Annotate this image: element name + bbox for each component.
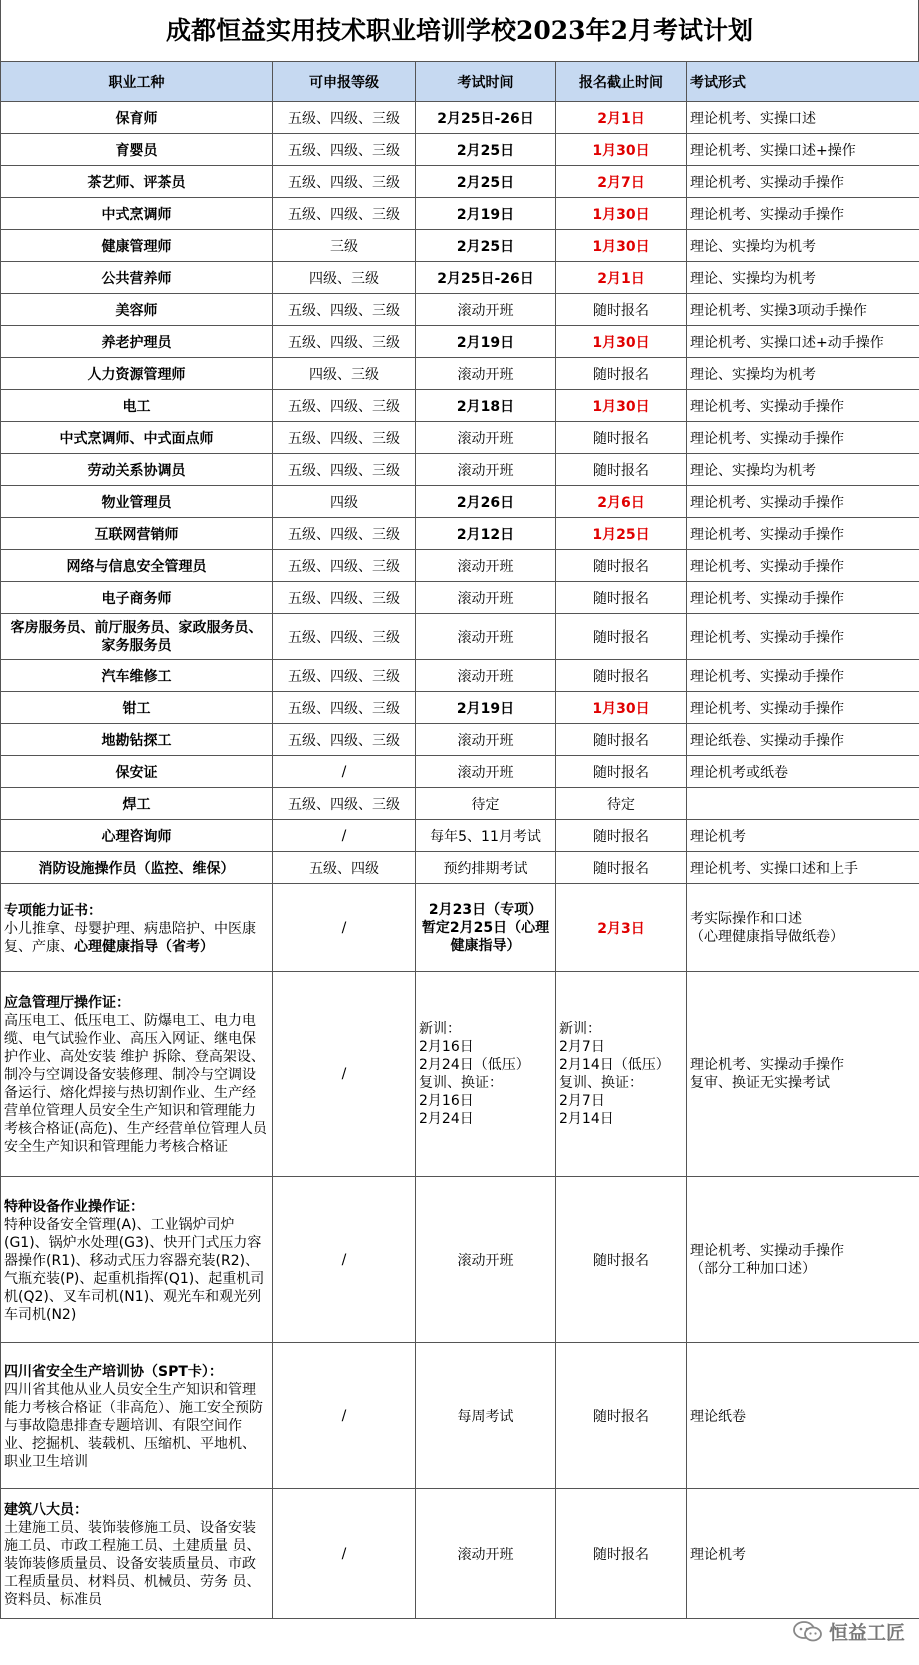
deadline-cell: 随时报名 [556, 582, 687, 614]
exam-time-cell: 2月19日 [416, 326, 556, 358]
header-form: 考试形式 [687, 62, 919, 102]
level-cell: 五级、四级、三级 [273, 582, 416, 614]
table-header-row [1, 62, 919, 102]
job-cell: 网络与信息安全管理员 [1, 550, 273, 582]
spt-level: / [273, 1343, 416, 1489]
deadline-cell: 随时报名 [556, 550, 687, 582]
job-cell: 公共营养师 [1, 262, 273, 294]
form-cell: 理论、实操均为机考 [687, 358, 919, 390]
job-cell: 养老护理员 [1, 326, 273, 358]
table-row [1, 692, 919, 724]
exam-time-cell: 2月25日 [416, 230, 556, 262]
emergency-cert-head: 应急管理厅操作证： [4, 995, 130, 1011]
level-cell: / [273, 756, 416, 788]
job-cell: 消防设施操作员（监控、维保） [1, 852, 273, 884]
table-row [1, 166, 919, 198]
form-cell: 理论机考、实操动手操作 [687, 518, 919, 550]
construction-cert-body: 土建施工员、装饰装修施工员、设备安装施工员、市政工程施工员、土建质量 员、装饰装修质量员、设备安装质量员、市政工程质量员、材料员、机械员、劳务 员、资料员、标准员 [4, 1519, 261, 1608]
table-row [1, 358, 919, 390]
spt-cert-head: 四川省安全生产培训协（SPT卡）： [4, 1363, 223, 1380]
form-cell: 理论、实操均为机考 [687, 454, 919, 486]
header-exam-time: 考试时间 [416, 62, 556, 102]
emergency-cert-cell [1, 972, 273, 1177]
table-row [1, 852, 919, 884]
table-row [1, 230, 919, 262]
job-cell: 保安证 [1, 756, 273, 788]
table-body [1, 102, 919, 884]
page-title: 成都恒益实用技术职业培训学校2023年2月考试计划 [0, 0, 919, 61]
equipment-cert-cell [1, 1177, 273, 1343]
level-cell: 五级、四级、三级 [273, 660, 416, 692]
equipment-level: / [273, 1177, 416, 1343]
level-cell: 五级、四级、三级 [273, 454, 416, 486]
exam-time-cell: 2月26日 [416, 486, 556, 518]
wechat-icon [793, 1621, 823, 1643]
job-cell: 地勘钻探工 [1, 724, 273, 756]
job-cell: 电子商务师 [1, 582, 273, 614]
deadline-cell: 2月1日 [556, 102, 687, 134]
special-cert-body: 小儿推拿、母婴护理、病患陪护、中医康复、产康、 [4, 920, 256, 955]
exam-time-cell: 2月25日 [416, 166, 556, 198]
special-level: / [273, 884, 416, 972]
table-row [1, 262, 919, 294]
equipment-time: 滚动开班 [416, 1177, 556, 1343]
level-cell: 五级、四级、三级 [273, 724, 416, 756]
watermark [793, 1618, 905, 1645]
table-row-special [1, 884, 919, 972]
form-cell: 理论机考 [687, 820, 919, 852]
level-cell: 五级、四级 [273, 852, 416, 884]
level-cell: 五级、四级、三级 [273, 102, 416, 134]
exam-time-cell: 每年5、11月考试 [416, 820, 556, 852]
emergency-cert-body: 高压电工、低压电工、防爆电工、电力电缆、电气试验作业、高压入网证、继电保护作业、高处安装 维护 拆除、登高架设、制冷与空调设备安装修理、制冷与空调设备运行、熔化焊接与热切割作业、生产经营单位管理人员安全生产知识和管理能力考核合格证(高危)、生产经营单位管理人员安全生产知识和管理能力考核合格证 [4, 1013, 267, 1155]
level-cell: 五级、四级、三级 [273, 390, 416, 422]
table-row [1, 454, 919, 486]
level-cell: 五级、四级、三级 [273, 422, 416, 454]
form-cell: 理论、实操均为机考 [687, 262, 919, 294]
job-cell: 钳工 [1, 692, 273, 724]
table-row [1, 390, 919, 422]
header-deadline: 报名截止时间 [556, 62, 687, 102]
spt-time: 每周考试 [416, 1343, 556, 1489]
exam-time-cell: 2月25日-26日 [416, 262, 556, 294]
job-cell: 人力资源管理师 [1, 358, 273, 390]
exam-time-cell: 滚动开班 [416, 550, 556, 582]
exam-time-cell: 滚动开班 [416, 582, 556, 614]
deadline-cell: 随时报名 [556, 820, 687, 852]
job-cell: 焊工 [1, 788, 273, 820]
table-row-equipment [1, 1177, 919, 1343]
level-cell: 五级、四级、三级 [273, 134, 416, 166]
table-row-spt [1, 1343, 919, 1489]
emergency-level: / [273, 972, 416, 1177]
level-cell: 五级、四级、三级 [273, 614, 416, 660]
exam-time-cell: 滚动开班 [416, 724, 556, 756]
table-row [1, 326, 919, 358]
deadline-cell: 随时报名 [556, 852, 687, 884]
deadline-cell: 2月6日 [556, 486, 687, 518]
exam-time-cell: 2月25日 [416, 134, 556, 166]
equipment-form: 理论机考、实操动手操作 （部分工种加口述） [687, 1177, 919, 1343]
job-cell: 物业管理员 [1, 486, 273, 518]
deadline-cell: 随时报名 [556, 660, 687, 692]
spt-form: 理论纸卷 [687, 1343, 919, 1489]
form-cell: 理论机考、实操动手操作 [687, 198, 919, 230]
exam-time-cell: 滚动开班 [416, 294, 556, 326]
deadline-cell: 随时报名 [556, 454, 687, 486]
spt-deadline: 随时报名 [556, 1343, 687, 1489]
deadline-cell: 随时报名 [556, 724, 687, 756]
exam-time-cell: 预约排期考试 [416, 852, 556, 884]
level-cell: 四级、三级 [273, 262, 416, 294]
job-cell: 美容师 [1, 294, 273, 326]
level-cell: 五级、四级、三级 [273, 788, 416, 820]
deadline-cell: 随时报名 [556, 294, 687, 326]
exam-time-cell: 待定 [416, 788, 556, 820]
table-row [1, 486, 919, 518]
equipment-cert-head: 特种设备作业操作证： [4, 1198, 144, 1215]
construction-deadline: 随时报名 [556, 1489, 687, 1619]
deadline-cell: 1月30日 [556, 230, 687, 262]
level-cell: 五级、四级、三级 [273, 550, 416, 582]
exam-time-cell: 滚动开班 [416, 614, 556, 660]
table-row-construction [1, 1489, 919, 1619]
deadline-cell: 1月25日 [556, 518, 687, 550]
table-row [1, 614, 919, 660]
deadline-cell: 随时报名 [556, 614, 687, 660]
level-cell: 三级 [273, 230, 416, 262]
exam-time-cell: 滚动开班 [416, 454, 556, 486]
deadline-cell: 随时报名 [556, 358, 687, 390]
special-deadline: 2月3日 [556, 884, 687, 972]
exam-time-cell: 2月19日 [416, 692, 556, 724]
job-cell: 劳动关系协调员 [1, 454, 273, 486]
table-row [1, 820, 919, 852]
exam-time-cell: 2月25日-26日 [416, 102, 556, 134]
level-cell: 五级、四级、三级 [273, 518, 416, 550]
level-cell: 四级、三级 [273, 358, 416, 390]
special-sections [1, 884, 919, 1619]
deadline-cell: 1月30日 [556, 692, 687, 724]
equipment-cert-body: 特种设备安全管理(A)、工业锅炉司炉(G1)、锅炉水处理(G3)、快开门式压力容器操作(R1)、移动式压力容器充装(R2)、气瓶充装(P)、起重机指挥(Q1)、起重机司机(Q2)、叉车司机(N1)、观光车和观光列车司机(N2) [4, 1216, 265, 1323]
exam-time-cell: 滚动开班 [416, 756, 556, 788]
form-cell: 理论、实操均为机考 [687, 230, 919, 262]
deadline-cell: 1月30日 [556, 326, 687, 358]
form-cell: 理论机考、实操动手操作 [687, 390, 919, 422]
table-row [1, 294, 919, 326]
job-cell: 互联网营销师 [1, 518, 273, 550]
table-row [1, 724, 919, 756]
deadline-cell: 1月30日 [556, 134, 687, 166]
table-row [1, 660, 919, 692]
job-cell: 保育师 [1, 102, 273, 134]
job-cell: 中式烹调师 [1, 198, 273, 230]
deadline-cell: 随时报名 [556, 422, 687, 454]
table-row [1, 134, 919, 166]
construction-form: 理论机考 [687, 1489, 919, 1619]
form-cell: 理论机考、实操动手操作 [687, 660, 919, 692]
job-cell: 茶艺师、评茶员 [1, 166, 273, 198]
level-cell: / [273, 820, 416, 852]
equipment-deadline: 随时报名 [556, 1177, 687, 1343]
form-cell: 理论机考、实操动手操作 [687, 692, 919, 724]
form-cell: 理论机考、实操动手操作 [687, 614, 919, 660]
spt-cert-cell [1, 1343, 273, 1489]
level-cell: 五级、四级、三级 [273, 294, 416, 326]
construction-level: / [273, 1489, 416, 1619]
spt-cert-body: 四川省其他从业人员安全生产知识和管理能力考核合格证（非高危）、施工安全预防与事故隐患排查专题培训、有限空间作业、挖掘机、装载机、压缩机、平地机、职业卫生培训 [4, 1381, 263, 1470]
exam-time-cell: 滚动开班 [416, 660, 556, 692]
table-row [1, 422, 919, 454]
form-cell: 理论机考、实操动手操作 [687, 582, 919, 614]
special-form: 考实际操作和口述 （心理健康指导做纸卷） [687, 884, 919, 972]
form-cell: 理论机考、实操3项动手操作 [687, 294, 919, 326]
deadline-cell: 随时报名 [556, 756, 687, 788]
level-cell: 五级、四级、三级 [273, 198, 416, 230]
special-cert-body-bold: 心理健康指导（省考） [74, 938, 214, 955]
table-row [1, 518, 919, 550]
form-cell: 理论机考、实操动手操作 [687, 166, 919, 198]
exam-time-cell: 2月19日 [416, 198, 556, 230]
exam-time-cell: 2月18日 [416, 390, 556, 422]
deadline-cell: 2月1日 [556, 262, 687, 294]
form-cell: 理论机考、实操口述+操作 [687, 134, 919, 166]
special-time: 2月23日（专项） 暂定2月25日（心理健康指导） [416, 884, 556, 972]
special-cert-head: 专项能力证书： [4, 902, 102, 919]
level-cell: 五级、四级、三级 [273, 692, 416, 724]
form-cell: 理论机考、实操口述和上手 [687, 852, 919, 884]
table-row [1, 102, 919, 134]
table-row [1, 756, 919, 788]
header-level: 可申报等级 [273, 62, 416, 102]
table-row [1, 550, 919, 582]
construction-time: 滚动开班 [416, 1489, 556, 1619]
form-cell: 理论机考、实操口述+动手操作 [687, 326, 919, 358]
job-cell: 客房服务员、前厅服务员、家政服务员、家务服务员 [1, 614, 273, 660]
level-cell: 五级、四级、三级 [273, 166, 416, 198]
level-cell: 四级 [273, 486, 416, 518]
job-cell: 健康管理师 [1, 230, 273, 262]
construction-cert-head: 建筑八大员： [4, 1501, 88, 1518]
special-cert-cell [1, 884, 273, 972]
form-cell: 理论机考、实操动手操作 [687, 550, 919, 582]
form-cell: 理论机考、实操动手操作 [687, 422, 919, 454]
deadline-cell: 2月7日 [556, 166, 687, 198]
job-cell: 中式烹调师、中式面点师 [1, 422, 273, 454]
table-row [1, 198, 919, 230]
form-cell: 理论机考、实操口述 [687, 102, 919, 134]
emergency-deadline: 新训： 2月7日 2月14日（低压） 复训、换证： 2月7日 2月14日 [556, 972, 687, 1177]
form-cell [687, 788, 919, 820]
watermark-text: 恒益工匠 [828, 1622, 905, 1644]
exam-schedule-table [0, 61, 919, 1619]
deadline-cell: 1月30日 [556, 390, 687, 422]
table-row [1, 582, 919, 614]
deadline-cell: 1月30日 [556, 198, 687, 230]
job-cell: 汽车维修工 [1, 660, 273, 692]
emergency-form: 理论机考、实操动手操作 复审、换证无实操考试 [687, 972, 919, 1177]
table-row [1, 788, 919, 820]
level-cell: 五级、四级、三级 [273, 326, 416, 358]
form-cell: 理论纸卷、实操动手操作 [687, 724, 919, 756]
header-job: 职业工种 [1, 62, 273, 102]
job-cell: 育婴员 [1, 134, 273, 166]
job-cell: 心理咨询师 [1, 820, 273, 852]
form-cell: 理论机考或纸卷 [687, 756, 919, 788]
deadline-cell: 待定 [556, 788, 687, 820]
job-cell: 电工 [1, 390, 273, 422]
table-row-emergency [1, 972, 919, 1177]
construction-cert-cell [1, 1489, 273, 1619]
exam-time-cell: 滚动开班 [416, 358, 556, 390]
emergency-time: 新训： 2月16日 2月24日（低压） 复训、换证： 2月16日 2月24日 [416, 972, 556, 1177]
form-cell: 理论机考、实操动手操作 [687, 486, 919, 518]
exam-time-cell: 滚动开班 [416, 422, 556, 454]
exam-time-cell: 2月12日 [416, 518, 556, 550]
